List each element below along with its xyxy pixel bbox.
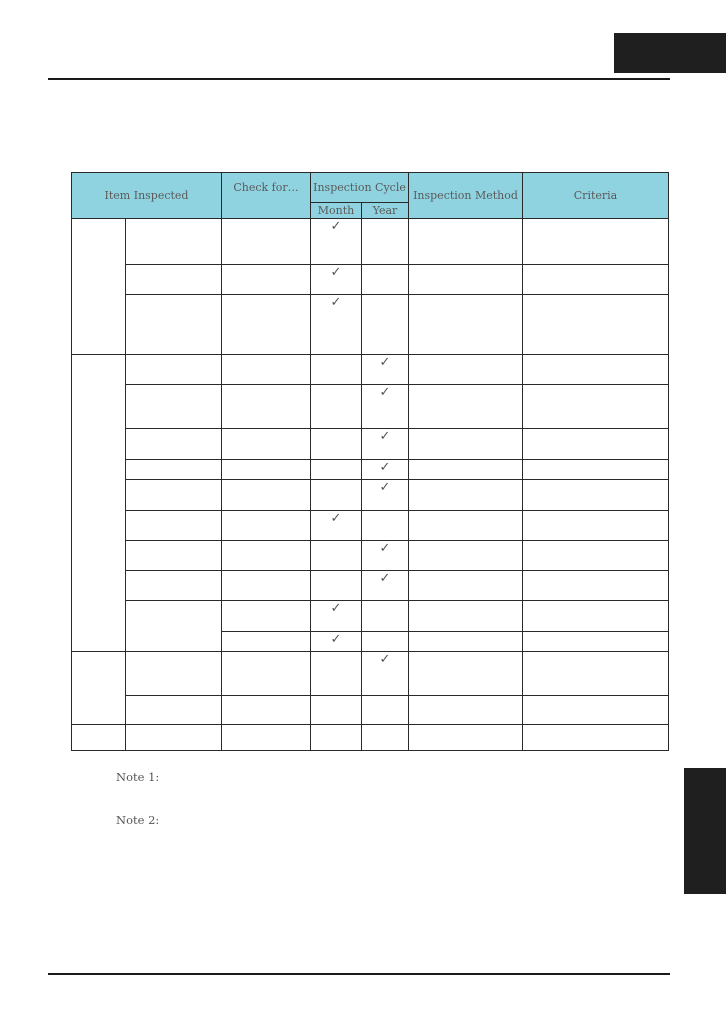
check-for-cell	[222, 632, 311, 652]
header-rule	[48, 78, 670, 80]
item-cell	[126, 480, 222, 511]
method-cell	[409, 632, 523, 652]
checkmark-icon: ✓	[379, 355, 391, 370]
method-cell	[409, 480, 523, 511]
criteria-cell	[523, 460, 669, 480]
check-for-cell	[222, 725, 311, 751]
year-cell	[362, 460, 409, 480]
month-cell	[311, 725, 362, 751]
check-for-cell	[222, 480, 311, 511]
year-cell	[362, 725, 409, 751]
year-cell	[362, 511, 409, 541]
item-cell	[126, 696, 222, 725]
check-for-cell	[222, 652, 311, 696]
criteria-cell	[523, 696, 669, 725]
checkmark-icon: ✓	[379, 460, 391, 475]
method-cell	[409, 355, 523, 385]
header-check-for: Check for…	[222, 173, 311, 203]
header-item-inspected: Item Inspected	[72, 173, 222, 219]
month-cell	[311, 460, 362, 480]
month-cell	[311, 429, 362, 460]
group-cell	[72, 652, 126, 725]
month-cell	[311, 219, 362, 265]
month-cell	[311, 571, 362, 601]
group-cell	[72, 219, 126, 355]
criteria-cell	[523, 632, 669, 652]
item-cell	[126, 571, 222, 601]
item-cell	[126, 460, 222, 480]
year-cell	[362, 219, 409, 265]
checkmark-icon: ✓	[379, 541, 391, 556]
section-side-tab	[684, 768, 726, 894]
method-cell	[409, 601, 523, 632]
checkmark-icon: ✓	[379, 652, 391, 667]
check-for-cell	[222, 355, 311, 385]
group-cell	[72, 725, 126, 751]
item-cell	[126, 601, 222, 652]
year-cell	[362, 480, 409, 511]
month-cell	[311, 265, 362, 295]
checkmark-icon: ✓	[379, 385, 391, 400]
checkmark-icon: ✓	[330, 511, 342, 526]
year-cell	[362, 632, 409, 652]
month-cell	[311, 601, 362, 632]
checkmark-icon: ✓	[379, 429, 391, 444]
year-cell	[362, 265, 409, 295]
month-cell	[311, 632, 362, 652]
year-cell	[362, 601, 409, 632]
inspection-table	[71, 172, 669, 751]
month-cell	[311, 295, 362, 355]
month-cell	[311, 480, 362, 511]
check-for-cell	[222, 219, 311, 265]
check-for-cell	[222, 460, 311, 480]
check-for-cell	[222, 511, 311, 541]
method-cell	[409, 652, 523, 696]
method-cell	[409, 541, 523, 571]
check-for-cell	[222, 696, 311, 725]
check-for-cell	[222, 265, 311, 295]
check-for-cell	[222, 385, 311, 429]
header-year: Year	[362, 203, 409, 219]
header-inspection-method: Inspection Method	[409, 173, 523, 219]
year-cell	[362, 385, 409, 429]
month-cell	[311, 511, 362, 541]
year-cell	[362, 541, 409, 571]
criteria-cell	[523, 571, 669, 601]
item-cell	[126, 725, 222, 751]
criteria-cell	[523, 541, 669, 571]
note-1-label: Note 1:	[116, 770, 160, 784]
check-for-cell	[222, 601, 311, 632]
checkmark-icon: ✓	[379, 571, 391, 586]
check-for-cell	[222, 429, 311, 460]
criteria-cell	[523, 219, 669, 265]
check-for-cell	[222, 571, 311, 601]
month-cell	[311, 385, 362, 429]
criteria-cell	[523, 265, 669, 295]
check-for-cell	[222, 541, 311, 571]
method-cell	[409, 295, 523, 355]
header-month: Month	[311, 203, 362, 219]
item-cell	[126, 652, 222, 696]
item-cell	[126, 511, 222, 541]
check-for-cell	[222, 295, 311, 355]
criteria-cell	[523, 429, 669, 460]
group-cell	[72, 355, 126, 652]
chapter-tab	[614, 33, 726, 73]
year-cell	[362, 652, 409, 696]
checkmark-icon: ✓	[330, 601, 342, 616]
method-cell	[409, 265, 523, 295]
criteria-cell	[523, 480, 669, 511]
year-cell	[362, 355, 409, 385]
method-cell	[409, 696, 523, 725]
method-cell	[409, 511, 523, 541]
method-cell	[409, 429, 523, 460]
header-inspection-cycle: Inspection Cycle	[311, 173, 409, 203]
item-cell	[126, 265, 222, 295]
item-cell	[126, 355, 222, 385]
year-cell	[362, 429, 409, 460]
header-check-for-lower	[222, 203, 311, 219]
item-cell	[126, 541, 222, 571]
item-cell	[126, 295, 222, 355]
month-cell	[311, 355, 362, 385]
criteria-cell	[523, 355, 669, 385]
criteria-cell	[523, 725, 669, 751]
footer-rule	[48, 973, 670, 975]
checkmark-icon: ✓	[330, 295, 342, 310]
item-cell	[126, 385, 222, 429]
criteria-cell	[523, 652, 669, 696]
criteria-cell	[523, 295, 669, 355]
year-cell	[362, 295, 409, 355]
note-2-label: Note 2:	[116, 813, 160, 827]
checkmark-icon: ✓	[330, 265, 342, 280]
year-cell	[362, 571, 409, 601]
checkmark-icon: ✓	[379, 480, 391, 495]
month-cell	[311, 652, 362, 696]
item-cell	[126, 219, 222, 265]
header-criteria: Criteria	[523, 173, 669, 219]
month-cell	[311, 696, 362, 725]
month-cell	[311, 541, 362, 571]
year-cell	[362, 696, 409, 725]
method-cell	[409, 219, 523, 265]
method-cell	[409, 385, 523, 429]
criteria-cell	[523, 511, 669, 541]
method-cell	[409, 460, 523, 480]
criteria-cell	[523, 601, 669, 632]
criteria-cell	[523, 385, 669, 429]
checkmark-icon: ✓	[330, 632, 342, 647]
checkmark-icon: ✓	[330, 219, 342, 234]
method-cell	[409, 571, 523, 601]
method-cell	[409, 725, 523, 751]
item-cell	[126, 429, 222, 460]
